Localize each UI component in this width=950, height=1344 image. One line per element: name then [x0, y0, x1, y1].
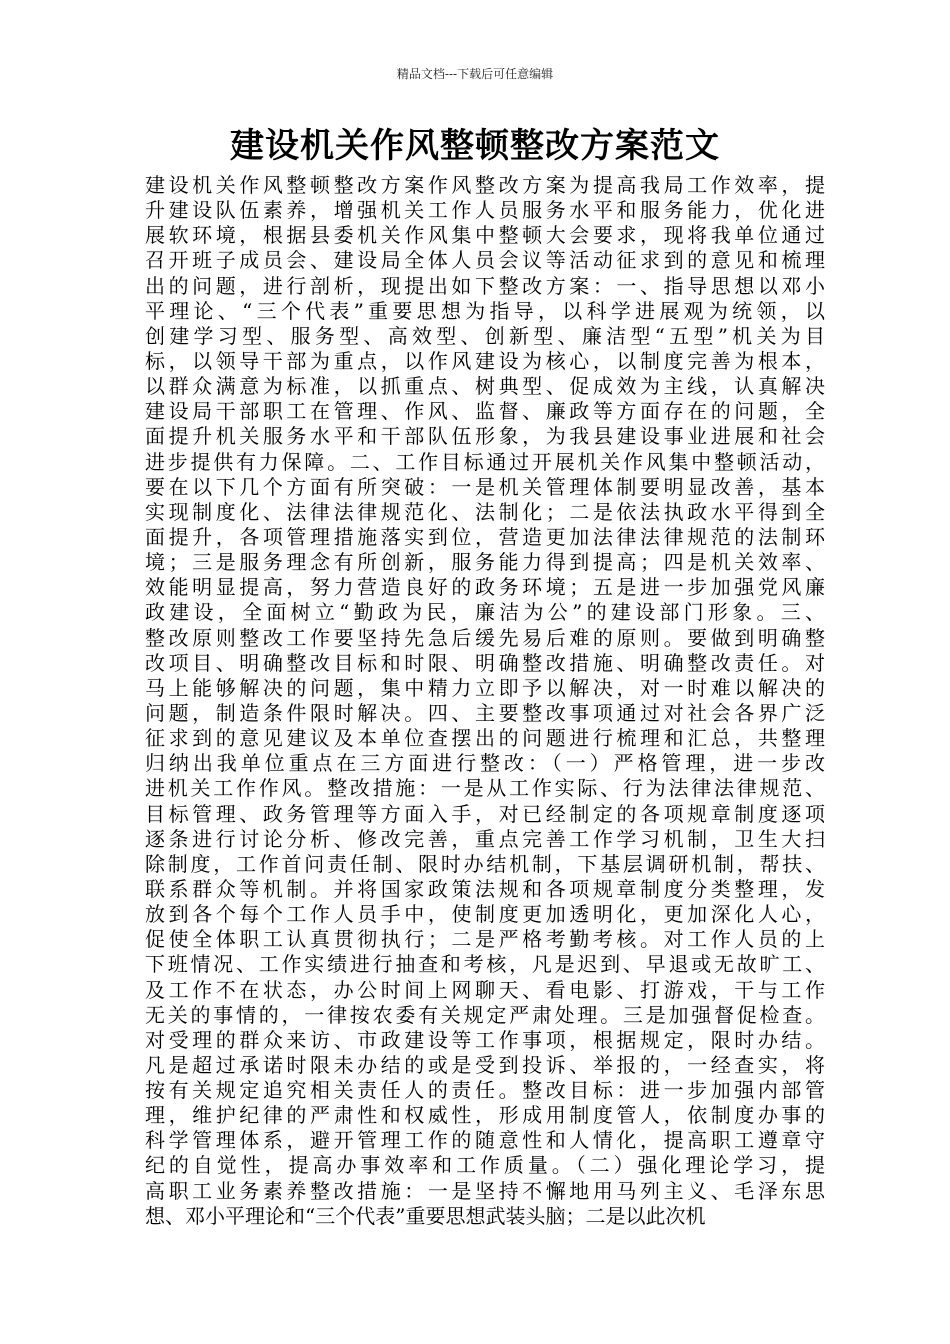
body-line: 马上能够解决的问题，集中精力立即予以解决，对一时难以解决的: [145, 675, 825, 700]
body-line: 面提升，各项管理措施落实到位，营造更加法律法律规范的法制环: [145, 524, 825, 549]
body-line: 征求到的意见建议及本单位查摆出的问题进行梳理和汇总，共整理: [145, 726, 825, 751]
body-line: 科学管理体系，避开管理工作的随意性和人情化，提高职工遵章守: [145, 1128, 825, 1153]
body-line: 面提升机关服务水平和干部队伍形象，为我县建设事业进展和社会: [145, 424, 825, 449]
body-line: 问题，制造条件限时解决。四、主要整改事项通过对社会各界广泛: [145, 700, 825, 725]
body-line: 对受理的群众来访、市政建设等工作事项，根据规定，限时办结。: [145, 1027, 825, 1052]
document-body: [145, 173, 825, 1229]
body-line: 按有关规定追究相关责任人的责任。整改目标：进一步加强内部管: [145, 1078, 825, 1103]
body-line: 创建学习型、服务型、高效型、创新型、廉洁型“五型”机关为目: [145, 323, 825, 348]
body-line: 标，以领导干部为重点，以作风建设为核心，以制度完善为根本，: [145, 348, 825, 373]
body-line: 境；三是服务理念有所创新，服务能力得到提高；四是机关效率、: [145, 550, 825, 575]
body-line: 平理论、“三个代表”重要思想为指导，以科学进展观为统领，以: [145, 298, 825, 323]
body-line: 联系群众等机制。并将国家政策法规和各项规章制度分类整理，发: [145, 876, 825, 901]
body-line: 整改原则整改工作要坚持先急后缓先易后难的原则。要做到明确整: [145, 625, 825, 650]
body-line: 归纳出我单位重点在三方面进行整改：（一）严格管理，进一步改: [145, 751, 825, 776]
body-line: 建设机关作风整顿整改方案作风整改方案为提高我局工作效率，提: [145, 173, 825, 197]
body-line: 想、邓小平理论和“三个代表”重要思想武装头脑；二是以此次机: [145, 1203, 706, 1228]
body-line: 以群众满意为标准，以抓重点、树典型、促成效为主线，认真解决: [145, 374, 825, 399]
body-line: 目标管理、政务管理等方面入手，对已经制定的各项规章制度逐项: [145, 801, 825, 826]
document-title: 建设机关作风整顿整改方案范文: [230, 126, 720, 166]
body-line: 及工作不在状态，办公时间上网聊天、看电影、打游戏，干与工作: [145, 977, 825, 1002]
body-line: 实现制度化、法律法律规范化、法制化；二是依法执政水平得到全: [145, 499, 825, 524]
header-note: 精品文档---下载后可任意编辑: [396, 67, 554, 81]
body-line: 放到各个每个工作人员手中，使制度更加透明化，更加深化人心，: [145, 902, 825, 927]
body-line: 改项目、明确整改目标和时限、明确整改措施、明确整改责任。对: [145, 650, 825, 675]
body-line: 进步提供有力保障。二、工作目标通过开展机关作风集中整顿活动，: [145, 449, 825, 474]
body-line: 升建设队伍素养，增强机关工作人员服务水平和服务能力，优化进: [145, 198, 825, 223]
body-line: 建设局干部职工在管理、作风、监督、廉政等方面存在的问题，全: [145, 399, 825, 424]
body-line: 纪的自觉性，提高办事效率和工作质量。（二）强化理论学习，提: [145, 1153, 825, 1178]
body-line: 进机关工作作风。整改措施：一是从工作实际、行为法律法律规范、: [145, 776, 825, 801]
body-line: 除制度，工作首问责任制、限时办结机制，下基层调研机制，帮扶、: [145, 851, 825, 876]
body-line: 出的问题，进行剖析，现提出如下整改方案：一、指导思想以邓小: [145, 273, 825, 298]
body-line: 要在以下几个方面有所突破：一是机关管理体制要明显改善，基本: [145, 474, 825, 499]
body-line: 高职工业务素养整改措施：一是坚持不懈地用马列主义、毛泽东思: [145, 1178, 825, 1203]
body-line: 无关的事情的，一律按农委有关规定严肃处理。三是加强督促检查。: [145, 1002, 825, 1027]
body-line: 凡是超过承诺时限未办结的或是受到投诉、举报的，一经查实，将: [145, 1052, 825, 1077]
body-line: 促使全体职工认真贯彻执行；二是严格考勤考核。对工作人员的上: [145, 927, 825, 952]
body-line: 展软环境，根据县委机关作风集中整顿大会要求，现将我单位通过: [145, 223, 825, 248]
body-line: 政建设，全面树立“勤政为民，廉洁为公”的建设部门形象。三、: [145, 600, 825, 625]
body-line: 理，维护纪律的严肃性和权威性，形成用制度管人，依制度办事的: [145, 1103, 825, 1128]
body-line: 效能明显提高，努力营造良好的政务环境；五是进一步加强党风廉: [145, 575, 825, 600]
body-line: 召开班子成员会、建设局全体人员会议等活动征求到的意见和梳理: [145, 248, 825, 273]
body-line: 逐条进行讨论分析、修改完善，重点完善工作学习机制，卫生大扫: [145, 826, 825, 851]
body-line: 下班情况、工作实绩进行抽查和考核，凡是迟到、早退或无故旷工、: [145, 952, 825, 977]
